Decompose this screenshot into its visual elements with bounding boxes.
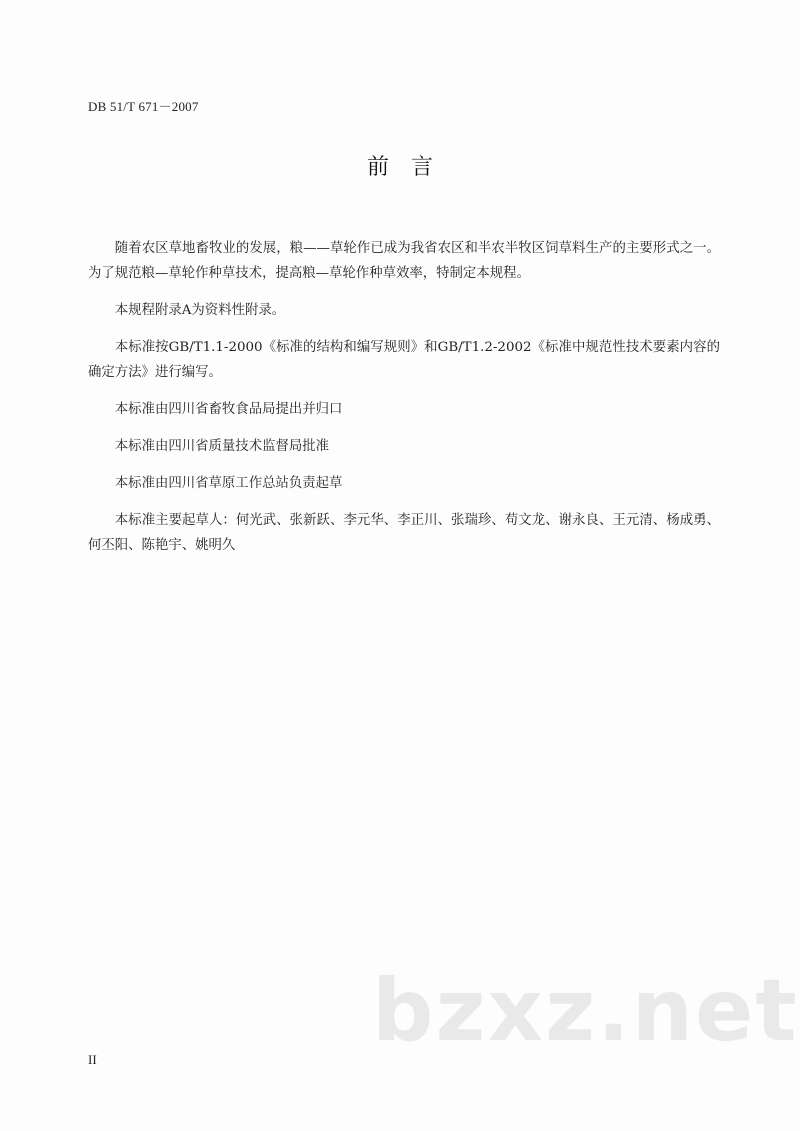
- page-title: 前言: [366, 155, 455, 180]
- paragraph-drafting-rules: 本标准按GB/T1.1-2000《标准的结构和编写规则》和GB/T1.2-2002《标准中规范性技术要素内容的确定方法》进行编写。: [88, 340, 720, 380]
- paragraph-intro: 随着农区草地畜牧业的发展，粮——草轮作已成为我省农区和半农半牧区饲草料生产的主要形式之一。为了规范粮—草轮作种草技术，提高粮—草轮作种草效率，特制定本规程。: [88, 241, 720, 281]
- paragraph-appendix: 本规程附录A为资料性附录。: [114, 303, 286, 318]
- paragraph-authors: 本标准主要起草人：何光武、张新跃、李元华、李正川、张瑞珍、苟文龙、谢永良、王元清、杨成勇、何丕阳、陈艳宇、姚明久: [88, 513, 720, 553]
- preface-body: [88, 236, 720, 570]
- document-code: DB 51/T 671－2007: [88, 99, 199, 114]
- paragraph-approved-by: 本标准由四川省质量技术监督局批准: [114, 439, 330, 454]
- page-number: II: [88, 1052, 97, 1067]
- watermark-logo: bzxz.net: [372, 961, 799, 1061]
- paragraph-drafted-by: 本标准由四川省草原工作总站负责起草: [114, 476, 343, 491]
- paragraph-proposed-by: 本标准由四川省畜牧食品局提出并归口: [114, 402, 343, 417]
